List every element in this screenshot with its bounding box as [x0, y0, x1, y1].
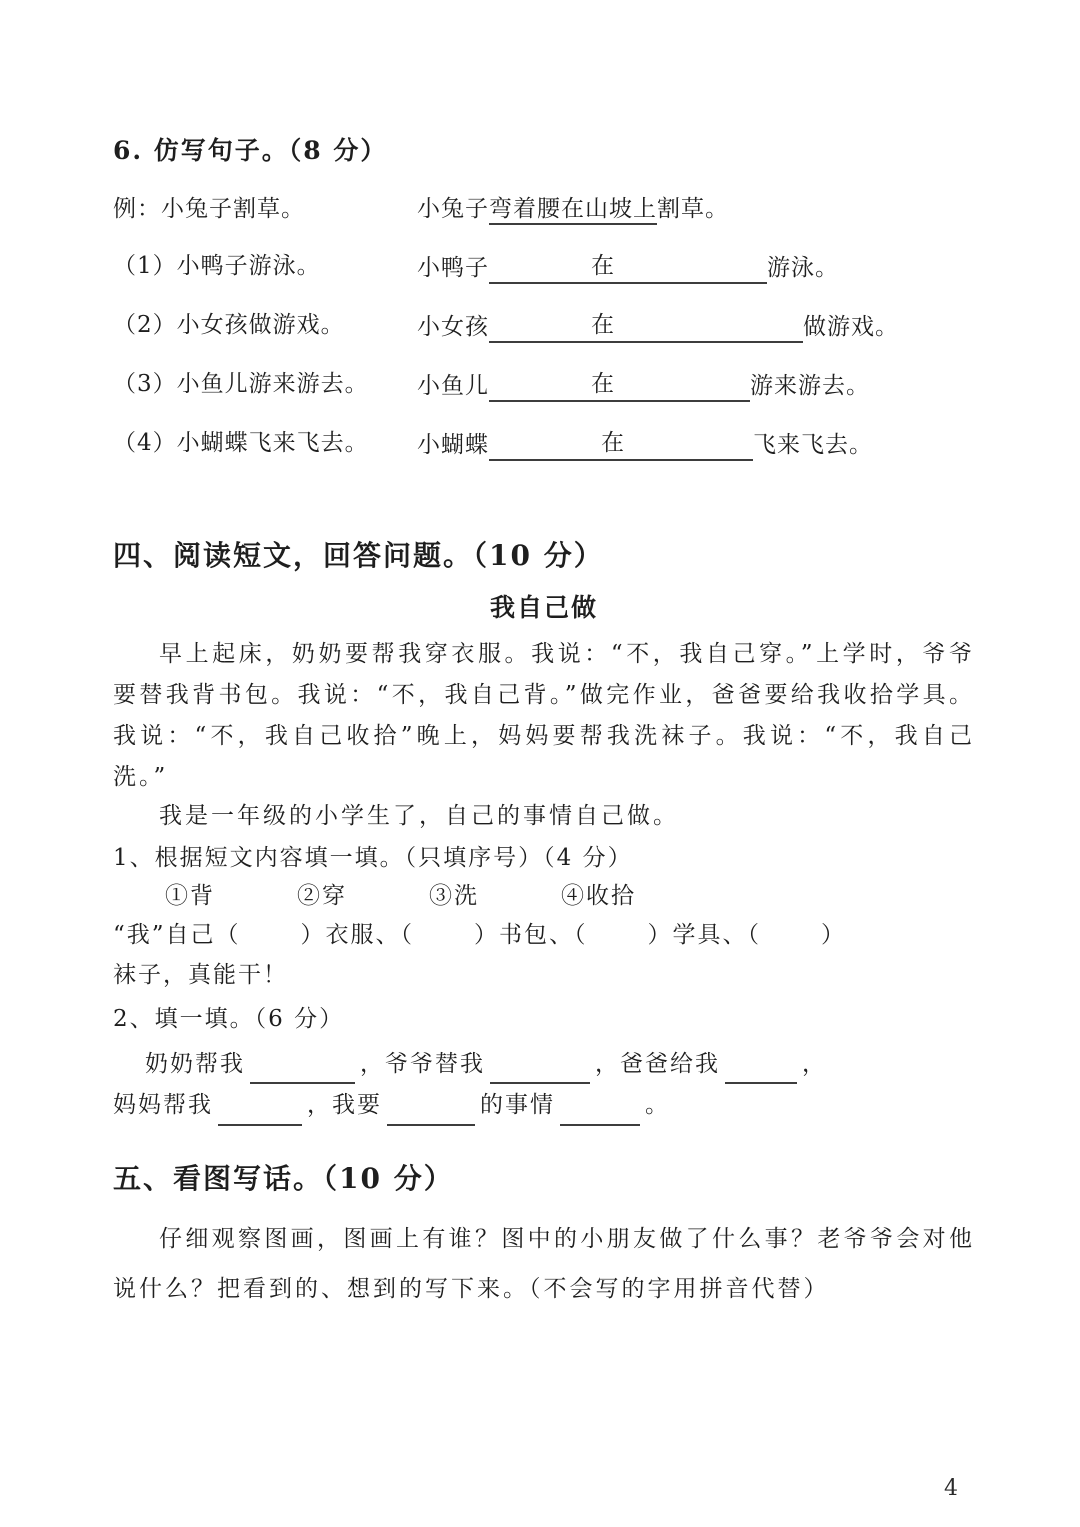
question2-label: 2、填一填。（6 分） [113, 1006, 345, 1032]
write-in-blank [490, 1058, 590, 1084]
example-row [113, 193, 975, 225]
fill-text: ，爸爸给我 [595, 1051, 720, 1077]
answer-prefix: 小女孩 [417, 314, 489, 340]
answer-blank-line [489, 250, 767, 284]
option-3: ③洗 [429, 883, 479, 909]
answer-mid: 在 [591, 312, 615, 338]
fill-row-answer [417, 250, 975, 284]
answer-suffix: 做游戏。 [803, 314, 899, 340]
fill-text: 奶奶帮我 [145, 1051, 245, 1077]
writing-instructions: 仔细观察图画，图画上有谁？图中的小朋友做了什么事？老爷爷会对他说什么？把看到的、想到的写下来。（不会写的字用拼音代替） [113, 1226, 975, 1302]
option-2: ②穿 [297, 883, 347, 909]
example-answer-prefix: 小兔子 [417, 196, 489, 222]
fill-row-1 [113, 250, 975, 284]
answer-prefix: 小蝴蝶 [417, 432, 489, 458]
fill-row-prompt: （2）小女孩做游戏。 [113, 312, 345, 338]
fill-text: ， [802, 1051, 827, 1077]
fill-row-prompt: （1）小鸭子游泳。 [113, 253, 321, 279]
fill-text: 的事情 [480, 1092, 555, 1118]
answer-prefix: 小鸭子 [417, 255, 489, 281]
fill-row-prompt: （4）小蝴蝶飞来飞去。 [113, 430, 369, 456]
answer-mid: 在 [591, 371, 615, 397]
fill-text: 。 [645, 1092, 670, 1118]
question1-options [113, 877, 975, 915]
answer-blank-line [489, 309, 803, 343]
page-number: 4 [944, 1476, 958, 1501]
answer-suffix: 游泳。 [767, 255, 839, 281]
write-in-blank [218, 1100, 302, 1126]
answer-mid: 在 [591, 253, 615, 279]
answer-blank-line [489, 368, 750, 402]
passage-paragraph-1: 早上起床，奶奶要帮我穿衣服。我说：“不，我自己穿。”上学时，爷爷要替我背书包。我说：“不，我自己背。”做完作业，爸爸要给我收拾学具。我说：“不，我自己收拾”晚上，妈妈要帮我洗袜子。我说：“不，我自己洗。” [113, 641, 975, 790]
fill-text: “我”自己（ [113, 922, 241, 948]
passage-title: 我自己做 [489, 593, 598, 622]
fill-text: ）学具、（ [647, 922, 762, 948]
answer-blank-line [489, 427, 753, 461]
example-answer-suffix: 割草。 [657, 196, 729, 222]
answer-suffix: 游来游去。 [750, 373, 870, 399]
fill-text: ，爷爷替我 [360, 1051, 485, 1077]
fill-row-answer [417, 368, 975, 402]
write-in-blank [387, 1100, 475, 1126]
fill-row-2 [113, 309, 975, 343]
option-4: ④收拾 [561, 883, 636, 909]
question2-line-1 [113, 1044, 975, 1084]
example-prompt: 例：小兔子割草。 [113, 196, 305, 222]
fill-row-answer [417, 427, 975, 461]
question1-fill-tail: 袜子，真能干！ [113, 962, 288, 988]
section6-heading: 6. 仿写句子。（8 分） [113, 136, 388, 165]
example-underlined-text: 弯着腰在山坡上 [489, 196, 657, 225]
fill-row-answer [417, 309, 975, 343]
fill-text: ）衣服、（ [300, 922, 415, 948]
option-1: ①背 [165, 883, 215, 909]
reading-section-heading: 四、阅读短文，回答问题。（10 分） [113, 539, 604, 572]
fill-row-4 [113, 427, 975, 461]
writing-section-heading: 五、看图写话。（10 分） [113, 1162, 454, 1195]
write-in-blank [560, 1100, 640, 1126]
passage-paragraph-2: 我是一年级的小学生了，自己的事情自己做。 [159, 803, 679, 829]
question1-fill-line [113, 915, 975, 955]
answer-suffix: 飞来飞去。 [753, 432, 873, 458]
answer-mid: 在 [601, 430, 625, 456]
fill-text: ） [821, 922, 847, 948]
question1-label: 1、根据短文内容填一填。（只填序号）（4 分） [113, 845, 633, 871]
fill-text: ）书包、（ [474, 922, 588, 948]
answer-prefix: 小鱼儿 [417, 373, 489, 399]
question2-line-2 [113, 1084, 975, 1126]
fill-row-prompt: （3）小鱼儿游来游去。 [113, 371, 369, 397]
fill-text: ，我要 [307, 1092, 382, 1118]
write-in-blank [250, 1058, 355, 1084]
fill-text: 妈妈帮我 [113, 1092, 213, 1118]
fill-row-3 [113, 368, 975, 402]
page-content [113, 134, 975, 1314]
write-in-blank [725, 1058, 797, 1084]
example-answer [417, 193, 975, 225]
